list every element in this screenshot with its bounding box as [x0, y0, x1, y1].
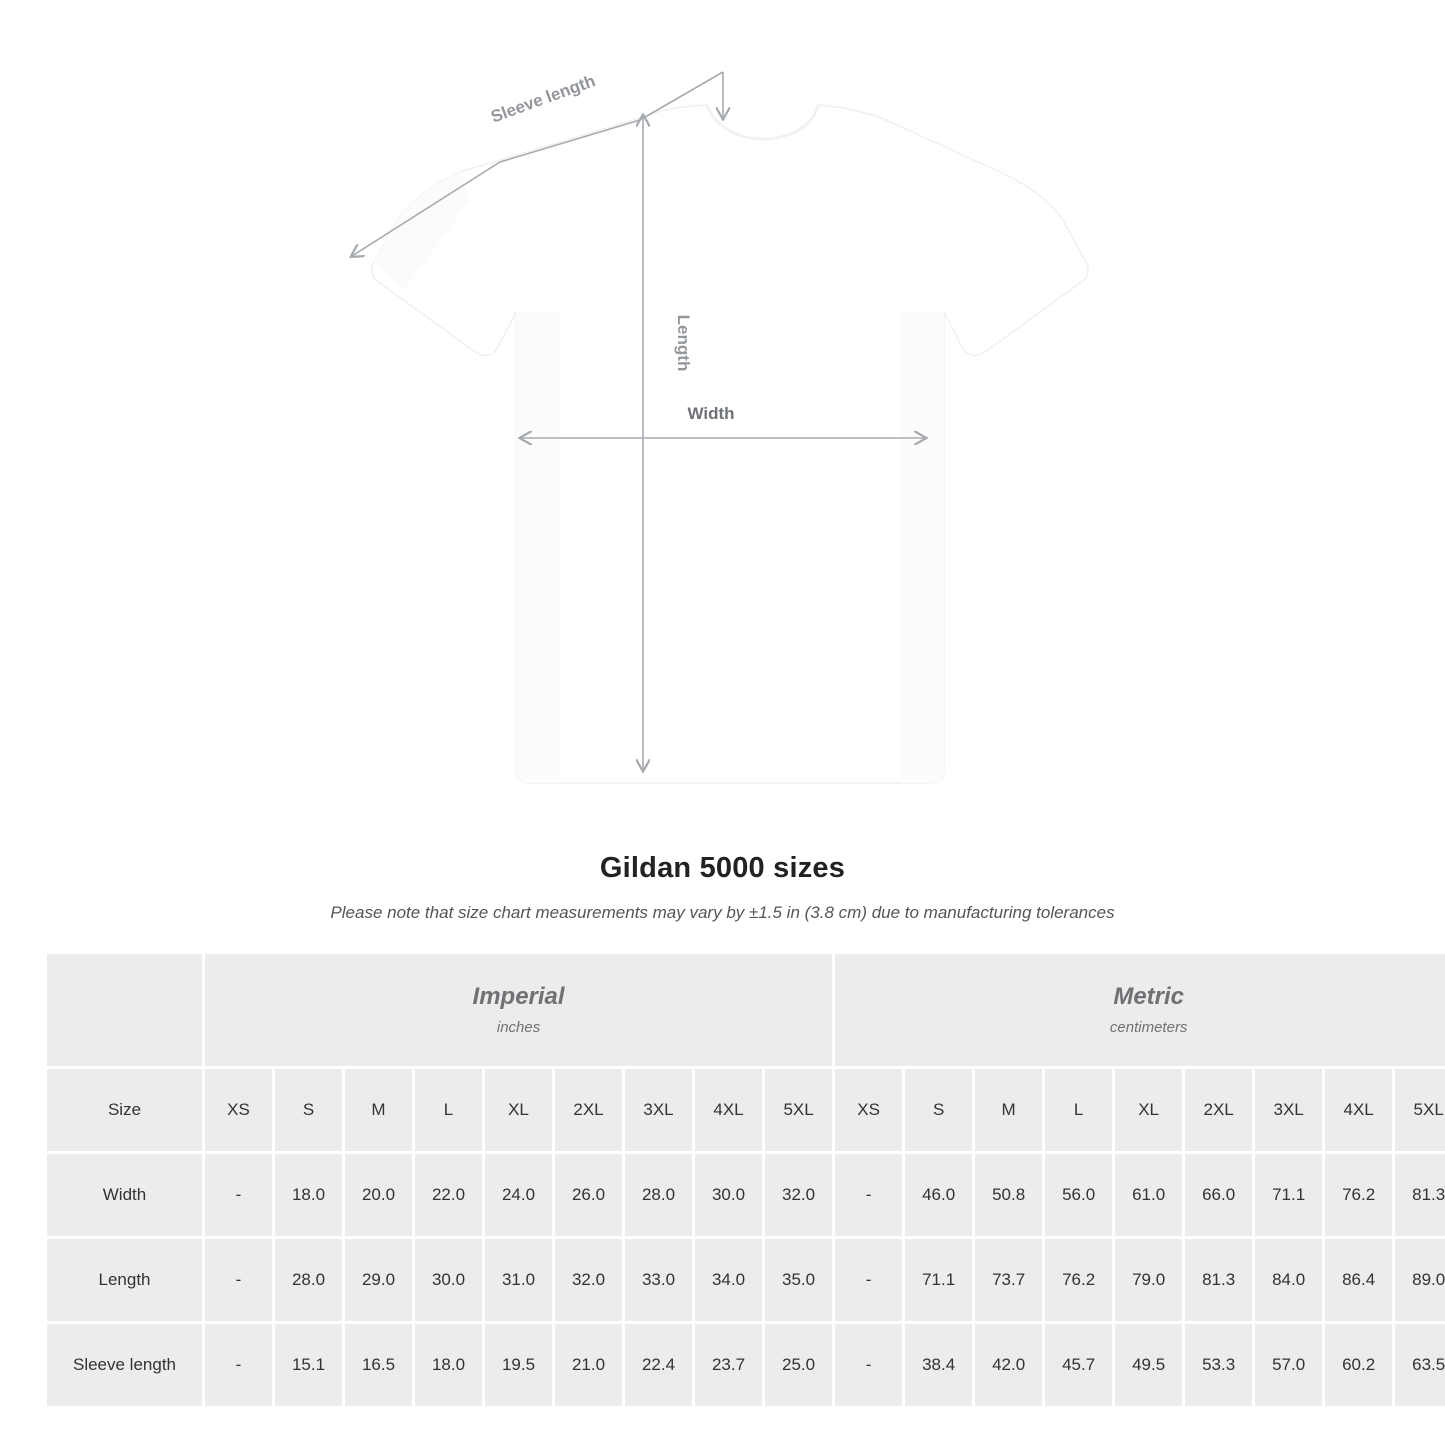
cell-width-imperial-5xl: 32.0 [765, 1154, 832, 1236]
cell-sleeve-imperial-3xl: 22.4 [625, 1324, 692, 1406]
cell-length-imperial-3xl: 33.0 [625, 1239, 692, 1321]
chart-subtitle: Please note that size chart measurements may vary by ±1.5 in (3.8 cm) due to manufacturing tolerances [330, 903, 1115, 922]
col-head-imperial-2xl: 2XL [555, 1069, 622, 1151]
cell-sleeve-imperial-xs: - [205, 1324, 272, 1406]
cell-length-metric-xl: 79.0 [1115, 1239, 1182, 1321]
cell-sleeve-metric-5xl: 63.5 [1395, 1324, 1445, 1406]
cell-width-metric-s: 46.0 [905, 1154, 972, 1236]
col-head-imperial-3xl: 3XL [625, 1069, 692, 1151]
col-head-metric-5xl: 5XL [1395, 1069, 1445, 1151]
size-table [44, 951, 1445, 1409]
col-head-imperial-m: M [345, 1069, 412, 1151]
cell-width-metric-xs: - [835, 1154, 902, 1236]
cell-sleeve-imperial-xl: 19.5 [485, 1324, 552, 1406]
cell-sleeve-metric-3xl: 57.0 [1255, 1324, 1322, 1406]
cell-width-imperial-2xl: 26.0 [555, 1154, 622, 1236]
cell-width-metric-xl: 61.0 [1115, 1154, 1182, 1236]
cell-length-metric-2xl: 81.3 [1185, 1239, 1252, 1321]
col-head-metric-l: L [1045, 1069, 1112, 1151]
cell-sleeve-imperial-l: 18.0 [415, 1324, 482, 1406]
cell-sleeve-metric-xl: 49.5 [1115, 1324, 1182, 1406]
cell-length-metric-l: 76.2 [1045, 1239, 1112, 1321]
unit-header-metric [835, 954, 1445, 1066]
unit-header-imperial [205, 954, 832, 1066]
col-head-imperial-s: S [275, 1069, 342, 1151]
sleeve-length-label: Sleeve length [488, 71, 598, 127]
cell-width-imperial-s: 18.0 [275, 1154, 342, 1236]
unit-header-row [47, 954, 1445, 1066]
width-label: Width [687, 404, 735, 423]
cell-width-imperial-l: 22.0 [415, 1154, 482, 1236]
col-head-imperial-4xl: 4XL [695, 1069, 762, 1151]
cell-sleeve-imperial-m: 16.5 [345, 1324, 412, 1406]
cell-length-imperial-xs: - [205, 1239, 272, 1321]
table-row [47, 1154, 1445, 1236]
cell-width-metric-3xl: 71.1 [1255, 1154, 1322, 1236]
cell-length-imperial-5xl: 35.0 [765, 1239, 832, 1321]
cell-length-metric-xs: - [835, 1239, 902, 1321]
cell-sleeve-metric-m: 42.0 [975, 1324, 1042, 1406]
tshirt-shape [372, 105, 1088, 783]
cell-sleeve-imperial-5xl: 25.0 [765, 1324, 832, 1406]
metric-name: Metric [1113, 983, 1185, 1011]
cell-length-imperial-xl: 31.0 [485, 1239, 552, 1321]
cell-sleeve-metric-4xl: 60.2 [1325, 1324, 1392, 1406]
col-head-metric-xl: XL [1115, 1069, 1182, 1151]
cell-sleeve-metric-l: 45.7 [1045, 1324, 1112, 1406]
row-label-width: Width [47, 1154, 202, 1236]
col-head-metric-2xl: 2XL [1185, 1069, 1252, 1151]
cell-width-imperial-3xl: 28.0 [625, 1154, 692, 1236]
table-row [47, 1324, 1445, 1406]
col-head-metric-m: M [975, 1069, 1042, 1151]
size-label: Size [47, 1069, 202, 1151]
cell-length-metric-3xl: 84.0 [1255, 1239, 1322, 1321]
cell-sleeve-metric-xs: - [835, 1324, 902, 1406]
col-head-metric-4xl: 4XL [1325, 1069, 1392, 1151]
metric-sub: centimeters [1109, 1018, 1188, 1036]
cell-sleeve-imperial-2xl: 21.0 [555, 1324, 622, 1406]
cell-length-imperial-s: 28.0 [275, 1239, 342, 1321]
row-label-length: Length [47, 1239, 202, 1321]
cell-sleeve-metric-2xl: 53.3 [1185, 1324, 1252, 1406]
cell-width-imperial-xs: - [205, 1154, 272, 1236]
col-head-metric-xs: XS [835, 1069, 902, 1151]
cell-width-metric-m: 50.8 [975, 1154, 1042, 1236]
table-row [47, 1239, 1445, 1321]
cell-width-metric-4xl: 76.2 [1325, 1154, 1392, 1236]
unit-header-blank [47, 954, 202, 1066]
cell-length-metric-s: 71.1 [905, 1239, 972, 1321]
cell-sleeve-imperial-4xl: 23.7 [695, 1324, 762, 1406]
chart-title: Gildan 5000 sizes [599, 852, 846, 884]
cell-length-metric-m: 73.7 [975, 1239, 1042, 1321]
cell-width-imperial-xl: 24.0 [485, 1154, 552, 1236]
cell-width-metric-5xl: 81.3 [1395, 1154, 1445, 1236]
cell-length-metric-4xl: 86.4 [1325, 1239, 1392, 1321]
cell-width-imperial-m: 20.0 [345, 1154, 412, 1236]
cell-sleeve-imperial-s: 15.1 [275, 1324, 342, 1406]
length-label: Length [674, 314, 693, 372]
cell-length-imperial-l: 30.0 [415, 1239, 482, 1321]
col-head-imperial-xl: XL [485, 1069, 552, 1151]
cell-length-imperial-4xl: 34.0 [695, 1239, 762, 1321]
row-label-sleeve-length: Sleeve length [47, 1324, 202, 1406]
col-head-imperial-5xl: 5XL [765, 1069, 832, 1151]
size-table-wrapper [0, 951, 1445, 1409]
col-head-imperial-l: L [415, 1069, 482, 1151]
cell-width-metric-l: 56.0 [1045, 1154, 1112, 1236]
cell-length-metric-5xl: 89.0 [1395, 1239, 1445, 1321]
col-head-metric-s: S [905, 1069, 972, 1151]
imperial-name: Imperial [472, 983, 565, 1011]
col-head-metric-3xl: 3XL [1255, 1069, 1322, 1151]
col-head-imperial-xs: XS [205, 1069, 272, 1151]
size-header-row [47, 1069, 1445, 1151]
imperial-sub: inches [496, 1018, 541, 1036]
cell-sleeve-metric-s: 38.4 [905, 1324, 972, 1406]
cell-length-imperial-m: 29.0 [345, 1239, 412, 1321]
cell-width-imperial-4xl: 30.0 [695, 1154, 762, 1236]
cell-width-metric-2xl: 66.0 [1185, 1154, 1252, 1236]
cell-length-imperial-2xl: 32.0 [555, 1239, 622, 1321]
